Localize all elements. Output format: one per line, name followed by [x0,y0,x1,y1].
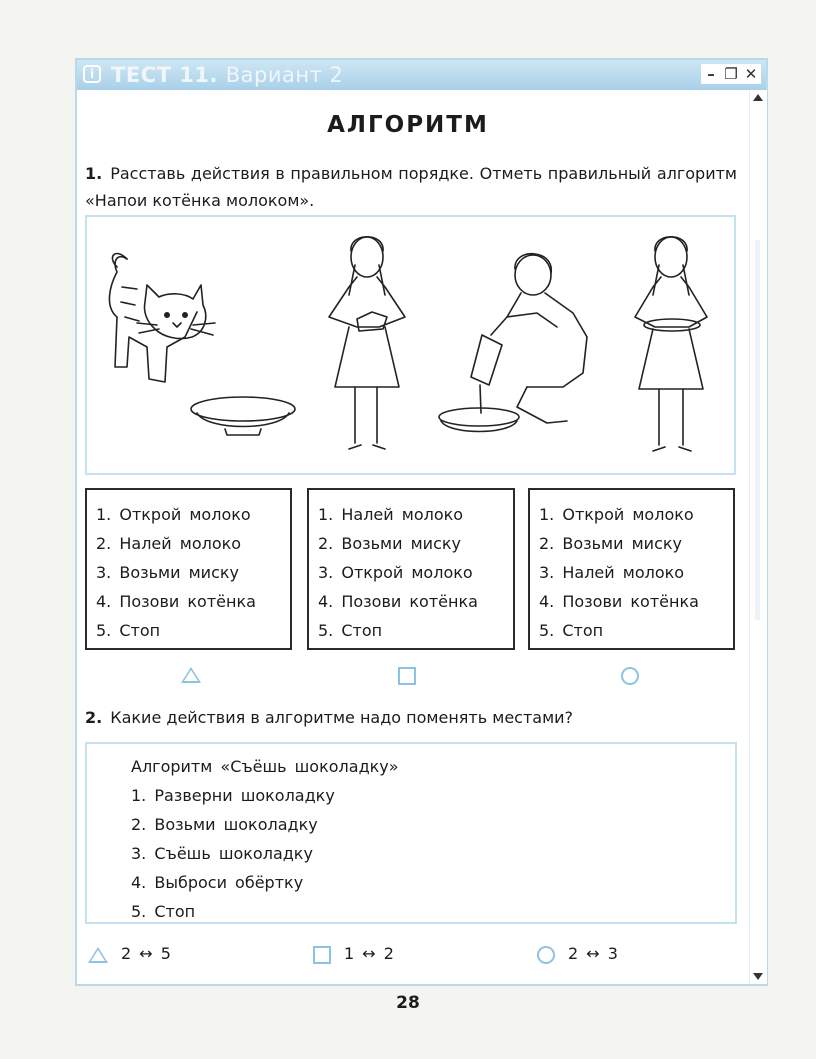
page-number: 28 [396,993,420,1013]
triangle-choice-icon[interactable] [181,667,201,683]
illustration-image [87,217,734,473]
algorithm-step: 5. Стоп [131,902,196,921]
title-bar [77,60,766,90]
algorithm-step: 2. Налей молоко [96,534,242,553]
answer-square-text: 1 ↔ 2 [344,944,394,963]
page-title: АЛГОРИТМ [327,112,489,138]
scroll-up-icon[interactable] [753,94,763,101]
question-2-text: Какие действия в алгоритме надо поменять местами? [110,708,574,727]
window-title-variant: Вариант 2 [225,63,344,87]
illustration-panel [85,215,736,475]
algorithm-step: 4. Позови котёнка [318,592,478,611]
algorithm-option-triangle [85,488,292,650]
question-1-number: 1. [85,164,103,183]
algorithm-step: 5. Стоп [318,621,383,640]
square-choice-icon[interactable] [398,667,416,685]
scroll-down-icon[interactable] [753,973,763,980]
chocolate-algorithm-title: Алгоритм «Съёшь шоколадку» [131,757,399,776]
question-1 [85,160,737,214]
algorithm-step: 1. Открой молоко [539,505,694,524]
algorithm-step: 2. Возьми шоколадку [131,815,318,834]
window-title [111,63,343,87]
circle-choice-icon[interactable] [621,667,639,685]
square-answer-icon[interactable] [313,946,331,964]
scroll-thumb[interactable] [755,240,760,620]
close-icon[interactable]: ✕ [741,64,761,84]
girl-with-milk-image [329,237,405,449]
window-title-main: ТЕСТ 11. [111,63,218,87]
restore-icon[interactable]: ❐ [721,64,741,84]
vertical-scrollbar[interactable] [749,90,767,984]
info-icon: i [83,65,101,83]
algorithm-step: 3. Открой молоко [318,563,473,582]
question-2-number: 2. [85,708,103,727]
algorithm-step: 3. Съёшь шоколадку [131,844,313,863]
algorithm-step: 2. Возьми миску [318,534,462,553]
question-2 [85,704,737,731]
kitten-image [109,254,215,382]
algorithm-step: 3. Налей молоко [539,563,685,582]
algorithm-step: 2. Возьми миску [539,534,683,553]
bowl-image [191,397,295,435]
algorithm-option-square [307,488,515,650]
algorithm-step: 1. Налей молоко [318,505,464,524]
algorithm-step: 1. Разверни шоколадку [131,786,335,805]
algorithm-step: 1. Открой молоко [96,505,251,524]
algorithm-step: 4. Позови котёнка [96,592,256,611]
girl-pouring-milk-image [439,254,587,432]
algorithm-step: 4. Выброси обёртку [131,873,304,892]
algorithm-step: 4. Позови котёнка [539,592,699,611]
algorithm-option-circle [528,488,735,650]
algorithm-step: 3. Возьми миску [96,563,240,582]
triangle-answer-icon[interactable] [88,947,108,963]
algorithm-step: 5. Стоп [96,621,161,640]
answer-circle-text: 2 ↔ 3 [568,944,618,963]
answer-triangle-text: 2 ↔ 5 [121,944,171,963]
circle-answer-icon[interactable] [537,946,555,964]
minimize-icon[interactable]: – [701,64,721,84]
question-1-text: Расставь действия в правильном порядке. Отметь правильный алгоритм «Напои котёнка молоком». [85,164,737,210]
chocolate-algorithm-box [85,742,737,924]
algorithm-step: 5. Стоп [539,621,604,640]
girl-with-bowl-image [635,237,707,451]
